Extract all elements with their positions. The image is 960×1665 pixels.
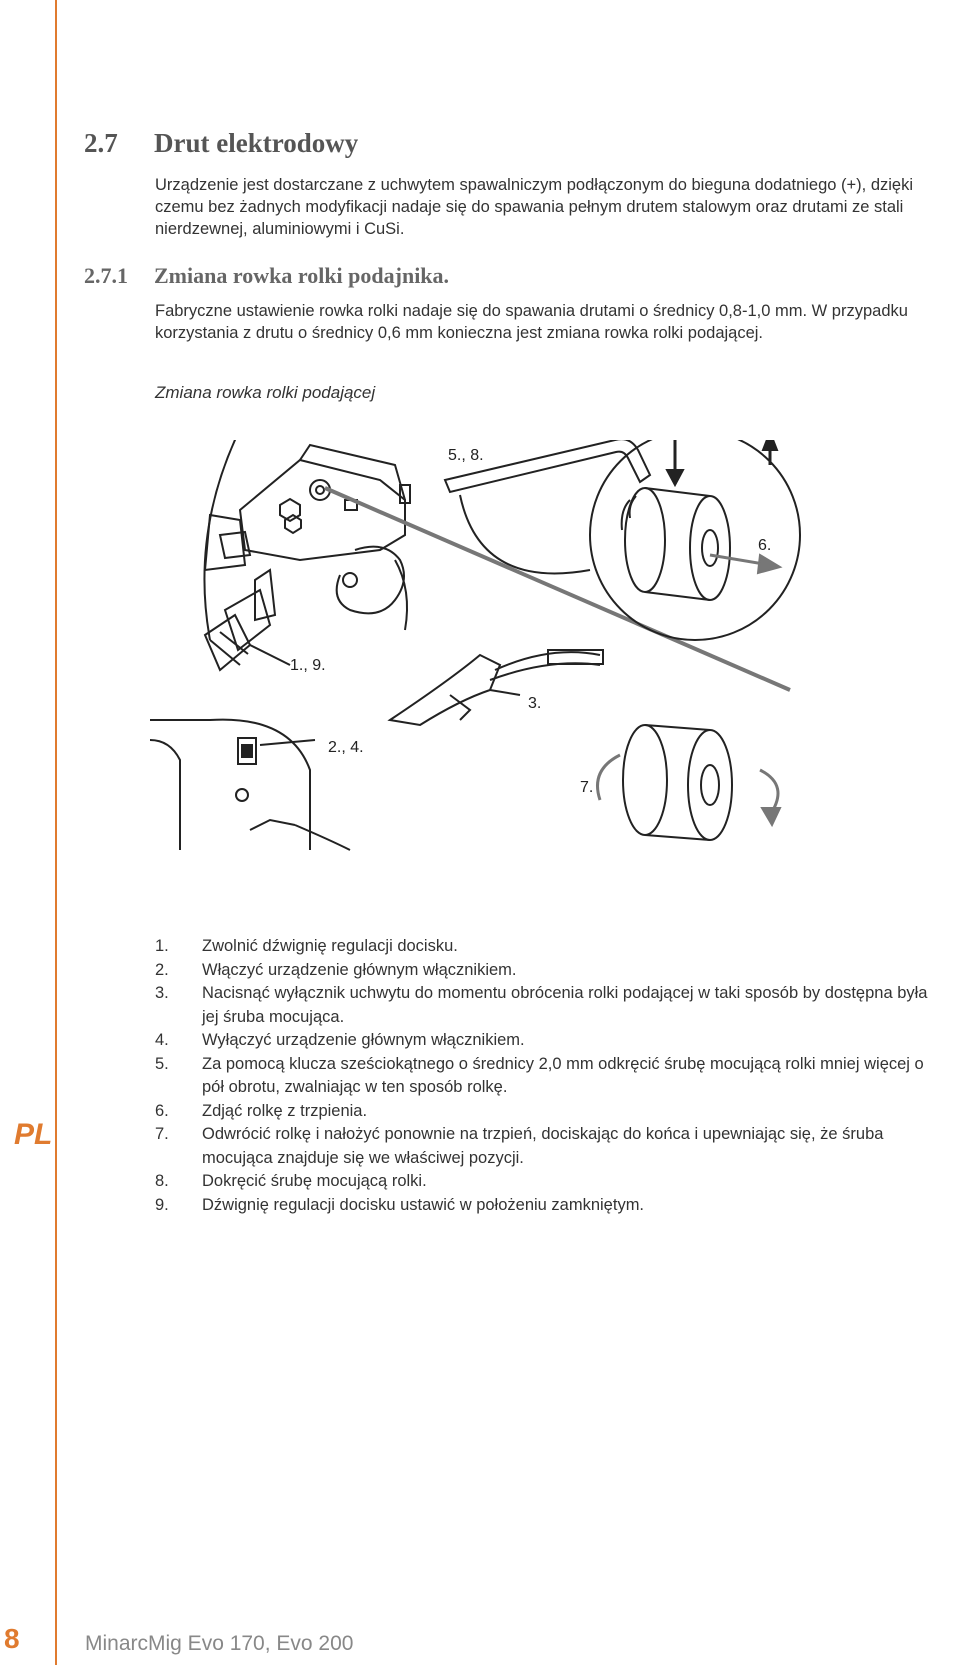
subsection-paragraph: Fabryczne ustawienie rowka rolki nadaje się do spawania drutami o średnicy 0,8-1,0 mm. W przypadku korzystania z drutu o średnicy 0,6 mm konieczna jest zmiana rowka rolki podającej. bbox=[155, 302, 908, 342]
drive-roll-screw-center bbox=[316, 486, 324, 494]
hex-nut-icon bbox=[285, 515, 301, 533]
power-socket-icon bbox=[236, 789, 248, 801]
step-number: 2. bbox=[155, 960, 169, 979]
section-number: 2.7 bbox=[84, 128, 118, 158]
roller-change-illustration bbox=[150, 440, 960, 910]
step-text: Odwrócić rolkę i nałożyć ponownie na trzpień, dociskając do końca i upewniając się, że śruba mocująca znajduje się we właściwej pozycji. bbox=[202, 1125, 884, 1167]
step-number: 6. bbox=[155, 1101, 169, 1120]
label-5-8: 5., 8. bbox=[448, 447, 484, 464]
step-item bbox=[155, 1194, 945, 1218]
machine-body bbox=[150, 720, 310, 850]
step-number: 9. bbox=[155, 1195, 169, 1214]
label-leader-1-9 bbox=[250, 645, 290, 665]
inlet-guide-inner bbox=[220, 532, 250, 558]
pressure-arm bbox=[337, 547, 404, 614]
label-2-4: 2., 4. bbox=[328, 739, 364, 756]
main-switch-rocker bbox=[242, 745, 252, 757]
housing-outline bbox=[204, 440, 242, 640]
step-number: 7. bbox=[155, 1125, 169, 1143]
subsection-number: 2.7.1 bbox=[84, 263, 128, 288]
figure-caption: Zmiana rowka rolki podającej bbox=[155, 383, 376, 402]
step-text: Zwolnić dźwignię regulacji docisku. bbox=[202, 937, 458, 955]
step-number: 4. bbox=[155, 1031, 169, 1049]
arm-pivot bbox=[343, 573, 357, 587]
step-text: Za pomocą klucza sześciokątnego o średnicy 2,0 mm odkręcić śrubę mocującą rolki mniej więcej o pół obrotu, zwalniając w ten sposób rolkę. bbox=[202, 1054, 924, 1096]
step-text: Dokręcić śrubę mocującą rolki. bbox=[202, 1172, 427, 1190]
step-item bbox=[155, 1053, 945, 1100]
label-1-9: 1., 9. bbox=[290, 657, 326, 674]
remove-arrow-head bbox=[758, 555, 780, 573]
page-number: 8 bbox=[4, 1623, 20, 1654]
step-text: Dźwignię regulacji docisku ustawić w położeniu zamkniętym. bbox=[202, 1195, 645, 1214]
cable bbox=[295, 825, 350, 850]
flip-roller-bore bbox=[701, 765, 719, 805]
label-leader-3 bbox=[490, 690, 520, 695]
down-arrow-head bbox=[667, 470, 683, 485]
step-text: Wyłączyć urządzenie głównym włącznikiem. bbox=[202, 1031, 525, 1049]
arm-edge bbox=[395, 560, 407, 630]
step-item bbox=[155, 1170, 945, 1194]
pointer-arrow bbox=[325, 488, 790, 690]
step-text: Włączyć urządzenie głównym włącznikiem. bbox=[202, 960, 517, 979]
machine-front bbox=[150, 740, 180, 850]
footer-model-name: MinarcMig Evo 170, Evo 200 bbox=[85, 1632, 354, 1655]
subsection-heading bbox=[84, 263, 449, 289]
flip-roller-back bbox=[688, 730, 732, 840]
step-number: 3. bbox=[155, 984, 169, 1002]
flip-roller-front bbox=[623, 725, 667, 835]
step-item bbox=[155, 982, 945, 1029]
roller-groove bbox=[630, 496, 636, 518]
margin-rule bbox=[55, 0, 57, 1665]
step-text: Zdjąć rolkę z trzpienia. bbox=[202, 1101, 368, 1120]
tension-screw bbox=[255, 570, 275, 620]
label-6: 6. bbox=[758, 537, 772, 554]
section-title: Drut elektrodowy bbox=[154, 128, 359, 158]
inlet-guide bbox=[205, 515, 245, 570]
cable-connector bbox=[250, 820, 295, 830]
step-item bbox=[155, 1123, 945, 1170]
section-paragraph: Urządzenie jest dostarczane z uchwytem spawalniczym podłączonym do bieguna dodatniego (+), dzięki czemu bez żadnych modyfikacji nadaje się do spawania pełnym drutem stalowym oraz drutami ze stali nierdzewnej, aluminiowymi i CuSi. bbox=[155, 176, 914, 238]
step-number: 1. bbox=[155, 937, 169, 955]
step-item bbox=[155, 1100, 945, 1124]
step-item bbox=[155, 959, 945, 983]
step-number: 8. bbox=[155, 1172, 169, 1190]
roller-bore bbox=[702, 530, 718, 566]
roller-back bbox=[690, 496, 730, 600]
flip-arrow-head bbox=[762, 808, 780, 825]
up-arrow-head bbox=[763, 440, 777, 450]
step-text: Nacisnąć wyłącznik uchwytu do momentu obrócenia rolki podającej w taki sposób by dostępna była jej śruba mocująca. bbox=[202, 984, 928, 1026]
section-heading bbox=[84, 128, 358, 159]
subsection-title: Zmiana rowka rolki podajnika. bbox=[154, 263, 450, 288]
step-number: 5. bbox=[155, 1054, 169, 1073]
label-3: 3. bbox=[528, 695, 542, 712]
procedure-steps bbox=[155, 935, 945, 1217]
rotate-arc bbox=[460, 495, 590, 573]
torch-handle bbox=[390, 655, 500, 725]
step-item bbox=[155, 1029, 945, 1053]
label-leader-2-4 bbox=[260, 740, 315, 745]
flip-arrow-left bbox=[598, 755, 621, 800]
step-item bbox=[155, 935, 945, 959]
label-7: 7. bbox=[580, 779, 594, 796]
language-tag: PL bbox=[14, 1118, 53, 1151]
